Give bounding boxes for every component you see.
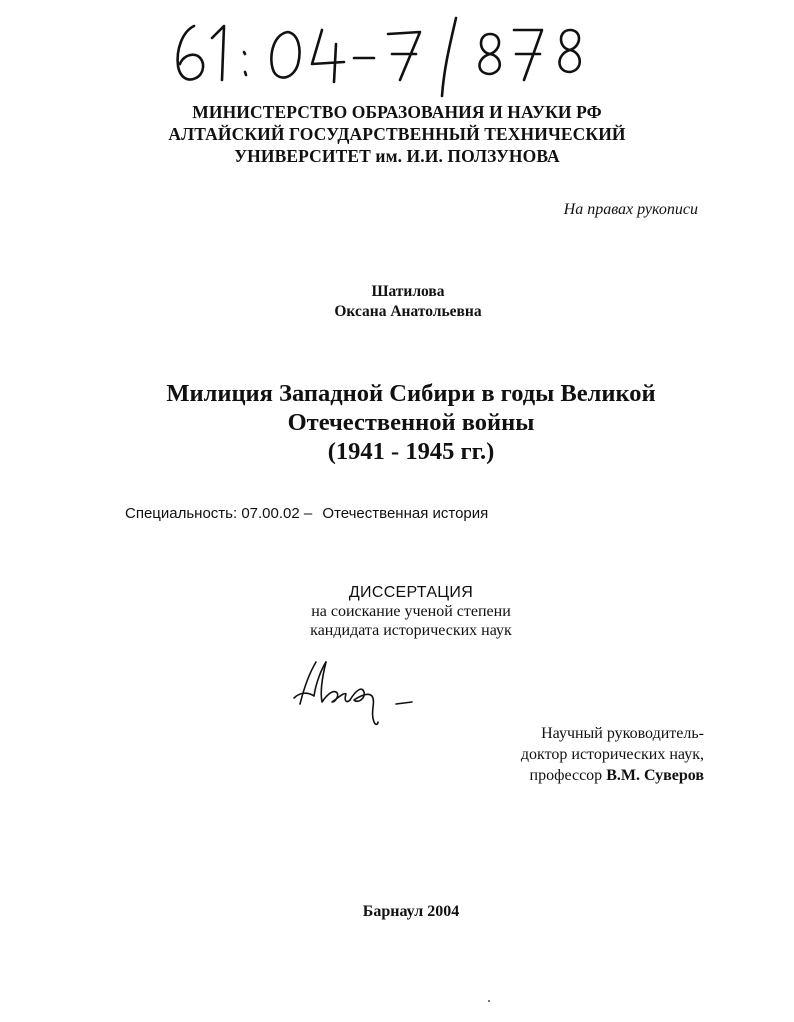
handwritten-archive-code xyxy=(168,8,608,100)
author-surname: Шатилова xyxy=(371,283,445,300)
title-line-2: Отечественной войны xyxy=(287,409,535,436)
dissertation-heading: ДИССЕРТАЦИЯ xyxy=(348,584,474,601)
dissertation-line-2: на соискание ученой степени xyxy=(311,603,511,620)
dissertation-title xyxy=(0,379,794,466)
supervisor-line-1: Научный руководитель- xyxy=(541,725,704,742)
supervisor-block xyxy=(521,723,704,786)
title-line-1: Милиция Западной Сибири в годы Великой xyxy=(166,380,656,407)
ministry-line-1: МИНИСТЕРСТВО ОБРАЗОВАНИЯ И НАУКИ РФ xyxy=(192,102,602,122)
manuscript-note: На правах рукописи xyxy=(563,201,698,218)
supervisor-name: В.М. Суверов xyxy=(606,767,704,784)
signature-drawing xyxy=(286,652,436,732)
specialty-code: 07.00.02 – xyxy=(241,505,313,522)
dissertation-line-3: кандидата исторических наук xyxy=(310,622,512,639)
ministry-header xyxy=(0,101,794,167)
handwritten-signature xyxy=(286,652,436,732)
specialty-label: Специальность: xyxy=(125,505,238,522)
scan-speck xyxy=(488,1000,490,1002)
author-given-names: Оксана Анатольевна xyxy=(334,303,482,320)
place-year: Барнаул 2004 xyxy=(362,903,460,920)
supervisor-line-2: доктор исторических наук, xyxy=(520,746,704,763)
author-block xyxy=(0,282,794,322)
supervisor-title: профессор xyxy=(529,767,603,784)
ministry-line-2: АЛТАЙСКИЙ ГОСУДАРСТВЕННЫЙ ТЕХНИЧЕСКИЙ xyxy=(168,124,626,144)
title-line-3: (1941 - 1945 гг.) xyxy=(327,438,495,465)
specialty-line xyxy=(125,505,488,522)
dissertation-block xyxy=(0,583,794,640)
ministry-line-3: УНИВЕРСИТЕТ им. И.И. ПОЛЗУНОВА xyxy=(234,146,560,166)
supervisor-line-3 xyxy=(521,765,704,786)
specialty-name: Отечественная история xyxy=(322,505,489,522)
handwritten-code-drawing xyxy=(168,8,608,100)
